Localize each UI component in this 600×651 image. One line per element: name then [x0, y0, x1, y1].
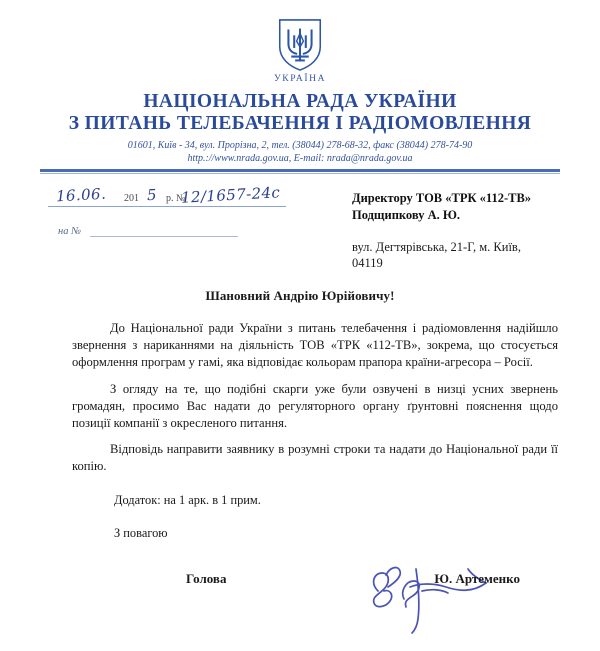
reference-date-handwritten: 16.06.	[55, 184, 107, 206]
body-paragraph: З огляду на те, що подібні скарги уже були озвучені в низці усних звернень громадян, просимо Вас надати до регуляторного органу ґрунтовні пояснення щодо позиції компанії з окресленого питання.	[72, 381, 558, 430]
emblem-caption: УКРАЇНА	[273, 74, 327, 84]
ukraine-coat-of-arms-trident-icon	[276, 18, 324, 72]
addressee-org-line: Директору ТОВ «ТРК «112-ТВ»	[352, 191, 532, 206]
reference-block	[48, 183, 298, 242]
reference-number-label: р. №	[166, 193, 186, 205]
signatory-title: Голова	[186, 571, 227, 587]
signatory-name: Ю. Артеменко	[434, 571, 520, 587]
reference-year-handwritten: 5	[146, 185, 158, 205]
letterhead-divider	[40, 169, 560, 175]
reference-line	[48, 183, 298, 210]
contact-web-line: http.://www.nrada.gov.ua, E-mail: nrada@nrada.gov.ua	[187, 153, 413, 165]
addressee-postal-code: 04119	[352, 256, 383, 271]
reply-reference-underline	[90, 236, 238, 237]
organization-title	[0, 91, 600, 135]
contact-address-line: 01601, Київ - 34, вул. Прорізна, 2, тел. (38044) 278-68-32, факс (38044) 278-74-90	[127, 139, 473, 151]
reference-underline	[48, 206, 286, 207]
attachment-note: Додаток: на 1 арк. в 1 прим.	[114, 493, 261, 508]
organization-title-line-1: НАЦІОНАЛЬНА РАДА УКРАЇНИ	[143, 91, 457, 112]
addressee-block	[352, 190, 587, 272]
divider-thick-rule	[40, 169, 560, 172]
contact-info	[0, 139, 600, 166]
reference-number-handwritten: 12/1657-24с	[180, 183, 281, 207]
reference-year-printed: 201	[124, 193, 139, 205]
letter-body	[72, 320, 558, 607]
letterhead	[0, 0, 600, 174]
divider-thin-rule	[40, 173, 560, 174]
body-paragraph: Відповідь направити заявнику в розумні строки та надати до Національної ради її копію.	[72, 441, 558, 474]
addressee-person-line: Подщипкову А. Ю.	[352, 207, 461, 222]
meta-row	[0, 183, 600, 282]
salutation: Шановний Андрію Юрійовичу!	[205, 288, 395, 304]
signature-row	[72, 557, 558, 607]
body-paragraph: До Національної ради України з питань телебачення і радіомовлення надійшло звернення з нариканнями на діяльність ТОВ «ТРК «112-ТВ», зокрема, що стосується оформлення програм у гамі, яка відповідає кольорам прапора країни-агресора – Росії.	[72, 321, 558, 370]
reply-reference-label: на №	[58, 226, 81, 238]
organization-title-line-2: З ПИТАНЬ ТЕЛЕБАЧЕННЯ І РАДІОМОВЛЕННЯ	[68, 112, 532, 134]
closing-regards: З повагою	[114, 526, 168, 541]
reply-reference-line	[48, 222, 298, 242]
addressee-street-line: вул. Дегтярівська, 21-Г, м. Київ,	[352, 240, 521, 255]
handwritten-signature	[360, 539, 500, 635]
